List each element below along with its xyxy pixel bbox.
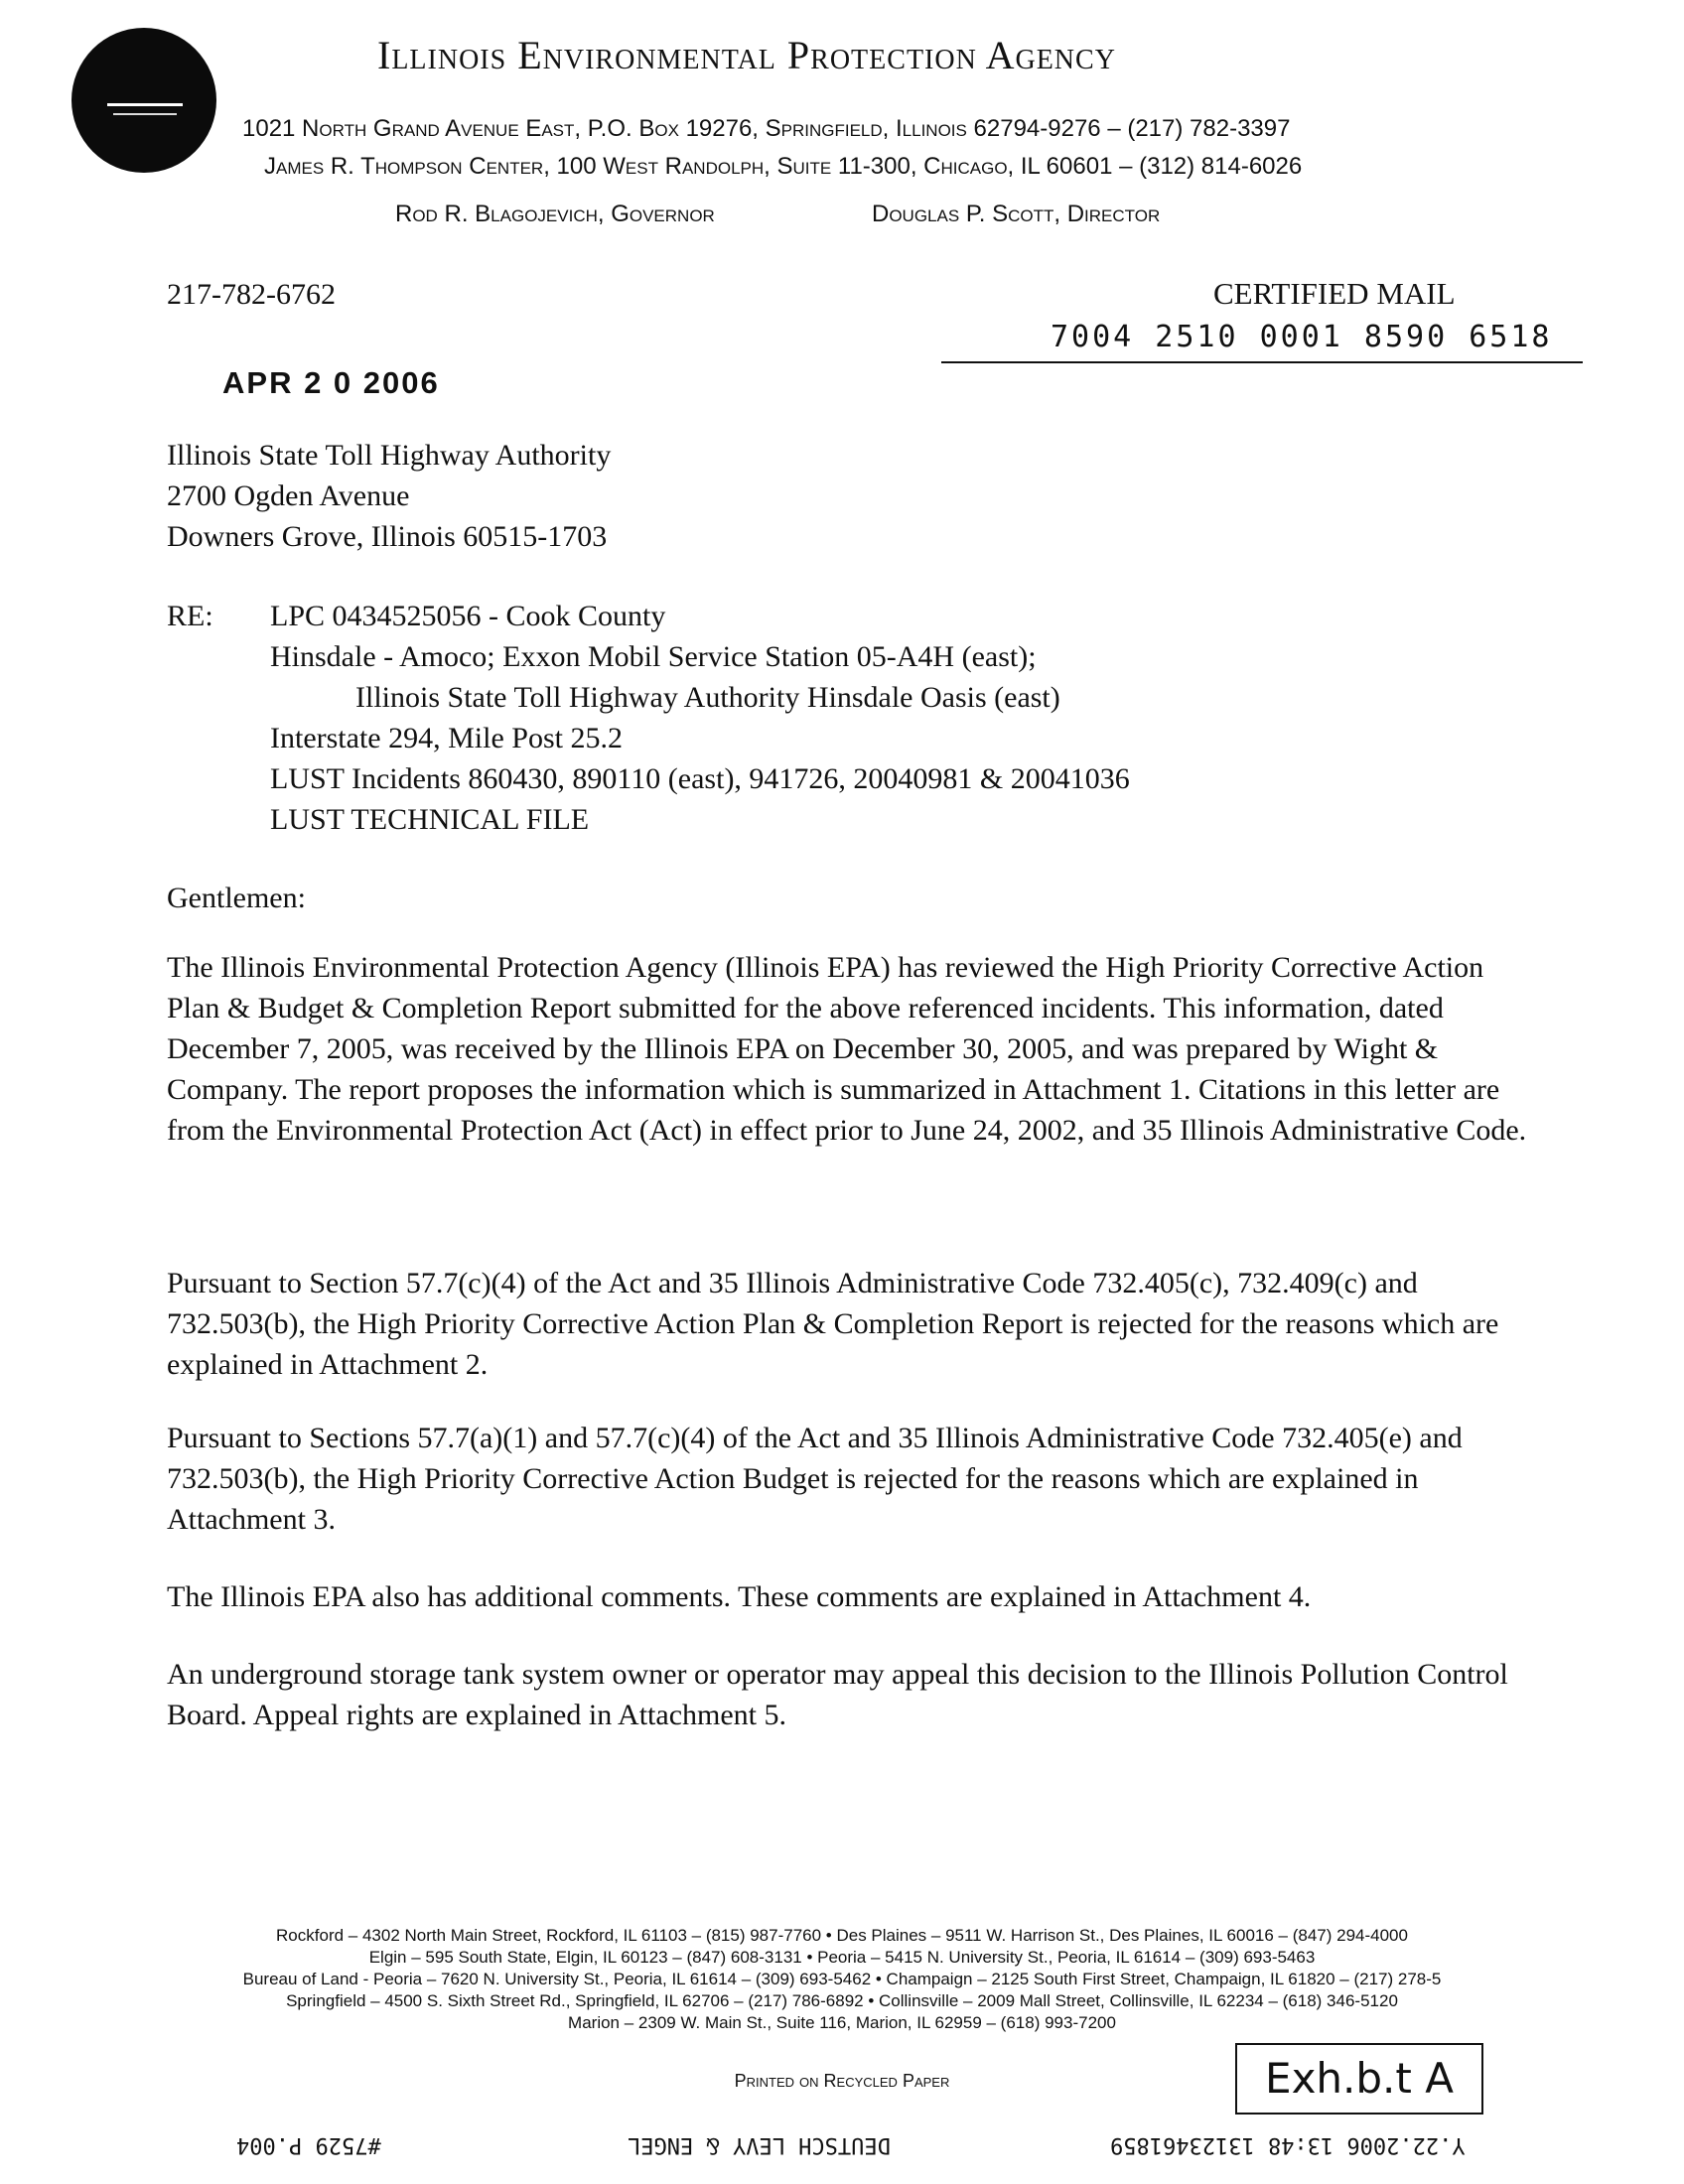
re-block xyxy=(270,596,1130,840)
paragraph-additional-comments: The Illinois EPA also has additional comments. These comments are explained in Attachment 4. xyxy=(167,1580,1312,1613)
footer-offices-line: Marion – 2309 W. Main St., Suite 116, Marion, IL 62959 – (618) 993-7200 xyxy=(568,2013,1116,2032)
letterhead-governor: Rod R. Blagojevich, Governor xyxy=(395,201,715,227)
letterhead-director: Douglas P. Scott, Director xyxy=(872,201,1161,227)
agency-logo xyxy=(71,28,216,173)
logo-stripe xyxy=(113,113,177,115)
paragraph-appeal-rights: An underground storage tank system owner or operator may appeal this decision to the Illinois Pollution Control Board. Appeal rights are explained in Attachment 5. xyxy=(167,1658,1508,1731)
agency-name: Illinois Environmental Protection Agency xyxy=(377,33,1116,77)
footer-offices-line: Springfield – 4500 S. Sixth Street Rd., Springfield, IL 62706 – (217) 786-6892 • Collinsville – 2009 Mall Street, Collinsville, IL 62234 – (618) 346-5120 xyxy=(286,1991,1398,2010)
addressee-block xyxy=(167,435,611,557)
salutation: Gentlemen: xyxy=(167,882,306,914)
phone-number: 217-782-6762 xyxy=(167,278,336,311)
paragraph-review: The Illinois Environmental Protection Agency (Illinois EPA) has reviewed the High Priority Corrective Action Plan & Budget & Completion Report submitted for the above referenced incidents. This information, dated December 7, 2005, was received by the Illinois EPA on December 30, 2005, and was prepared by Wight & Company. The report proposes the information which is summarized in Attachment 1. Citations in this letter are from the Environmental Protection Act (Act) in effect prior to June 24, 2002, and 35 Illinois Administrative Code. xyxy=(167,951,1527,1147)
fax-page-number: #7529 P.004 xyxy=(236,2132,381,2157)
letterhead-address-chicago: James R. Thompson Center, 100 West Randolph, Suite 11-300, Chicago, IL 60601 – (312) 814-6026 xyxy=(264,153,1303,180)
re-line: Illinois State Toll Highway Authority Hinsdale Oasis (east) xyxy=(355,681,1060,714)
re-line: Hinsdale - Amoco; Exxon Mobil Service Station 05-A4H (east); xyxy=(270,640,1037,673)
footer-offices-line: Rockford – 4302 North Main Street, Rockford, IL 61103 – (815) 987-7760 • Des Plaines – 9511 W. Harrison St., Des Plaines, IL 60016 – (847) 294-4000 xyxy=(276,1926,1408,1945)
paragraph-plan-rejected: Pursuant to Section 57.7(c)(4) of the Act and 35 Illinois Administrative Code 732.405(c), 732.409(c) and 732.503(b), the High Priority Corrective Action Plan & Completion Report is rejected for the reasons which are explained in Attachment 2. xyxy=(167,1267,1499,1381)
paragraph-budget-rejected: Pursuant to Sections 57.7(a)(1) and 57.7(c)(4) of the Act and 35 Illinois Administrative Code 732.405(e) and 732.503(b), the High Priority Corrective Action Budget is rejected for the reasons which are explained in Attachment 3. xyxy=(167,1422,1463,1536)
logo-stripe xyxy=(107,103,183,106)
re-line: LUST TECHNICAL FILE xyxy=(270,803,590,836)
re-label: RE: xyxy=(167,600,213,632)
footer-offices-line: Elgin – 595 South State, Elgin, IL 60123 – (847) 608-3131 • Peoria – 5415 N. University St., Peoria, IL 61614 – (309) 693-5463 xyxy=(368,1948,1316,1967)
tracking-underline xyxy=(941,361,1583,363)
addressee-line: Illinois State Toll Highway Authority xyxy=(167,439,612,472)
fax-timestamp: Y.22.2006 13:48 13123461859 xyxy=(1110,2132,1466,2157)
tracking-number: 7004 2510 0001 8590 6518 xyxy=(1051,320,1553,354)
recycled-paper-note: Printed on Recycled Paper xyxy=(734,2071,950,2091)
letterhead-address-springfield: 1021 North Grand Avenue East, P.O. Box 19276, Springfield, Illinois 62794-9276 – (217) 782-3397 xyxy=(242,115,1291,142)
certified-mail-label: CERTIFIED MAIL xyxy=(1213,276,1456,311)
re-line: LUST Incidents 860430, 890110 (east), 941726, 20040981 & 20041036 xyxy=(270,762,1130,795)
fax-sender-name: DEUTSCH LEVY & ENGEL xyxy=(628,2132,891,2157)
exhibit-label-box: Exh.b.t A xyxy=(1235,2043,1483,2115)
date-stamp: APR 2 0 2006 xyxy=(222,365,440,400)
re-line: Interstate 294, Mile Post 25.2 xyxy=(270,722,623,754)
footer-offices-line: Bureau of Land - Peoria – 7620 N. University St., Peoria, IL 61614 – (309) 693-5462 • Champaign – 2125 South First Street, Champaign, IL 61820 – (217) 278-5 xyxy=(242,1970,1442,1988)
addressee-line: Downers Grove, Illinois 60515-1703 xyxy=(167,520,608,553)
addressee-line: 2700 Ogden Avenue xyxy=(167,479,410,512)
re-line: LPC 0434525056 - Cook County xyxy=(270,600,666,632)
